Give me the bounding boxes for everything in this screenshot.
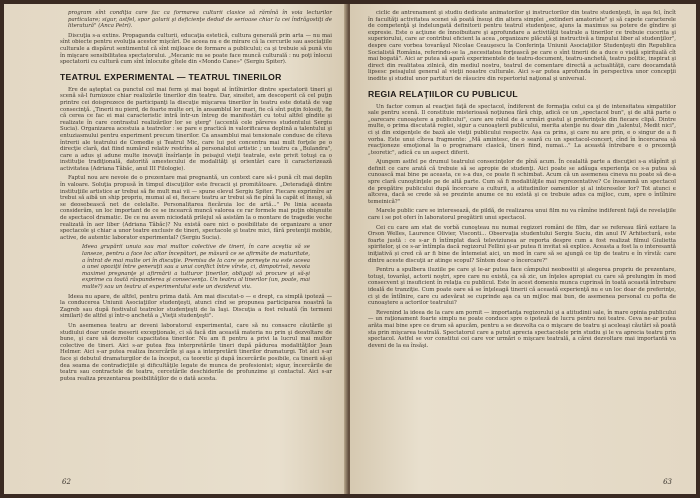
right-page — [350, 4, 696, 494]
italic-quote: Ideea grupării unuia sau mai multor colective de tineri, în care aceştia să se lanseze, pentru a face loc altor începători, pe măsură ce se afirmăte de maturitate, a întrat de mai multe ori în discuţie. Premisa de la care se porneşte nu este aceea a unei opoziţii între generaţii sau a unui conflict între vîrste, ci, dimpotrivă, nevoia maximei pregnanţe şi afirmării a tutturor ţinerilor, obligaţi să procure şi să-şi exprime cu toată răspunderea şi consecvenţa. Un teatru al tinerilor (un, poate, mai multe?) sau un teatru al experimentului este un deziderat viu. — [82, 244, 310, 290]
section-heading: REGIA RELAŢIILOR CU PUBLICUL — [368, 88, 518, 99]
right-page-content — [368, 10, 676, 352]
paragraph: Un factor comun al reacţiei faţă de spectacol, îndiferent de formaţia celui ca şi de intensitatea simpatiilor sale pentru scenă. Il constituie misterioasă noţiunea fără chip, adică ce un „spectacol bun", şi de altă parte o „oarecare cunoaştere a publicului", care are rolul de a urmări gustul şi preferinţele din fiecare clipă. Dintre multe, o prima discutată regiei, sigur a cunoaşterii publicului, merita atenţie nu doar din „talentul, Medit nici", ci și din exigenţele de bază ale vieţii publicului respectiv. Așa ca prins, şi care nu are prin, e o singur de a fi vorba. Este unui cîteva fragmente: „Mă amintesc, de o seară cu un spectacol-concert, cînd în încercarea să reacţioneze emoţional la o programare clasică, tineri fiind, numai..." La această întrebare e o prezenţă „teoretic", adică cu un aspect diferit. — [368, 103, 676, 156]
paragraph: Ideea nu apare, de altfel, pentru prima dată. Am mai discutat-o — e drept, ca simplă ipoteză — la conducerea Uniunii Asociaţiilor studenţeşti, atunci cînd se propunea participarea noastră la Zagreb sau după festivalul teatrelor studenţeşti de la Iaşi. Discuţia a fost reluată (în termeni similari) de altfel şi într-o anchetă a „Vieţii studenţeşti". — [60, 293, 332, 320]
paragraph: Cei cu care am stat de vorbă cunoşteau nu numai regizori români de film, dar se refereau fără ezitare la Orson Welles, Laurence Olivier, Visconti... Observaţia studentului Sergiu Suciu, din anul IV Arhitectură, este foarte justă : ce s-ar fi întîmplat dacă televiziunea ar reporta despre cum a fost realizat filmul Giulietta spiritelor, şi ce s-ar întîmpla dacă regizorul Fellini şi-ar putea fi invitat să explice. Aceasta a fost la o interesantă iniţiativă și cred că ar fi bine de întemeiat aici, un mod în care să se ajungă ce tip de teatru e în vîrstă: care dintre aceste discuţii ar atinge scopul? Sîntem doar o încercare?" — [368, 224, 676, 264]
paragraph: Discuţia s-a extins. Propaganda culturii, educaţia estetică, cultura generală prin arta — nu mai sînt obiecte pentru evoluţia acestor mişcări. De aceea nu e de mirare că la cercurile sau asociaţiile culturale a dispărut sentimentul că sînt mijloace de formare a publicului; ca şi trebuie să pună viu în mişcare sensibilitatea spectatorului. „Mecanic nu se poate face muncă culturală : nu poţi înlocui spectatorii cu cultură cum sînt înlocuite gîtele din «Mondo Cane»" (Sergiu Spiter). — [60, 32, 332, 66]
paragraph: Ajungem astfel pe drumul teatrului consecinţelor de pînă acum. În cealaltă parte a discuţiei s-a stăpînit şi definit ce care arată că trebuie să se apropie de studenţi. Aici poate se adăuga experienţa ce s-a putea să cunoască mai bine pe aceasta, ce s-a dus, ce poate fi schimbat. Acum că un asemenea cineva nu poate să de-a spre clară cunoştinţele pe de altă parte. Cum să fi modalităţile mai reprezentative? Ce înseamnă un spectacol de pregătire publicului după încercare a culturii, a atitudinilor oamenilor şi al intereselor lor? Tot atunci e altceva, dacă se crede să se prezinte anume ce nu există şi ce trebuie adus ca mijloc, cum, spre o întîlnire temeinică?" — [368, 159, 676, 205]
page-number-right: 63 — [663, 478, 672, 486]
left-page — [4, 4, 348, 494]
paragraph: Marele public care se interesează, de pildă, de realizarea unui film nu va rămîne indiferent faţă de revelaţiile care i se pot oferi în laboratorul pregătirii unui spectacol. — [368, 208, 676, 222]
paragraph: Revenind la ideea de la care am pornit — importanţa regizorului şi a atitudinii sale, în mare opinia publicului — un raţionament foarte simplu ne poate conduce spre o ipoteză de lucru pentru noi teatre. Ceva ne-ar putea arăta mai bine spre ce drum să apucăm, pentru a se dezvolta ca o mişcare de teatru şi aceleaşi căutări să poată sta prin mişcarea teatrală. Spectatorul care a putut aprecia spectacolele prin studiu şi le va aprecia teatru prin spectacol. Astfel se vor constitui cei care vor urmări o mişcare teatrală, a cărei dezvoltare mai importantă va deveni de la ea însăşi. — [368, 309, 676, 349]
section-heading: TEATRUL EXPERIMENTAL — TEATRUL TINERILOR — [60, 71, 282, 82]
intro-paragraph: program sînt condiţia care fac ca formarea culturii clasice să rămînă în voia lecturilor particulare; sigur, astfel, spor golurii şi deficienţe dedud de serioase chiar la cei îndrăgostiţi de literatură" (Anca Petri). — [68, 10, 332, 30]
paragraph: Pentru a spulbera iluziile pe care şi le-ar putea face câmpului neobositii şi alegerea propriu de prezentare, totuşi, tovarăşi, actorii noştri, spre care nu există, ca să zic, un înţeles apropiat cu care să prelungim în mod consecvent şi insuficient în relaţia cu publicul. Este în acest domeniu munca cuprinsă în toată această întrebare ideală de tranziţie. Cum poate oare să se înţeleagă tinerii că această experienţă nu e un loc doar de preferinţe, ci şi de întîlnire, care cu adevărat se cuprinde aşa ca un mijloc mai bun, de asemenea personal cu pofta de cunoaştere a actorilor teatrului? — [368, 267, 676, 307]
left-page-content — [60, 10, 332, 385]
paragraph: Un asemenea teatru ar deveni laboratorul experimental, care să nu consacre căutările şi studiului doar unele meserii excepţionale, ci să facă din această materia nu prin şi dezvoltare de bune, şi care să dezvolte capacitatea tinerilor. Nu am fi pentru a privi la lucrul mai multor colective de tineri. Aici s-ar putea fixa interpretările tineri după pădurea modalităţilor Jean Helmer. Aici s-ar putea realiza încercările şi aşa a interpretării tinerilor dramaturgi. Tot aici s-ar face şi debutul dramaturgilor de la început, ca teoretic şi după încercările posibile, ca tinerii să-şi dea seama de contradicţiile şi dificultăţile legate de munca de profesionist; sigur, încercările de teatru sau contractele de teatru, cercetările deschiderile de profunzime şi contactul. Aici s-ar putea realiza prezentarea posibilităţilor de o dată acesta. — [60, 322, 332, 382]
paragraph: ciclic de antrenament şi studiu dedicate animatorilor şi instructorilor din teatre studenţeşti, în aşa fel, încît în facultăţi activitatea scenei să poată însuşi din altera simplei „extinderi amatoriste" şi să capete caracterele de competenţă şi îndelungată definitorii pentru teatrul studenţesc, ajuns la maximus sa potere de gîndire şi expresie. Este o acţiune de înnoibuitare şi aprofundare a activităţii teatrale a tinerilor ce trebuie cucerita şi superiorului, care ar contribui eficient la acea „organizare plăcută şi instructivă a timpului liber al studenţilor", despre care vorbea tovarăşul Nicolae Ceauşescu la Conferinţa Uniunii Asociaţiilor Studenţeşti din Republica Socialistă România, referindu-se la „necesitatea forţească pe care o sînt tinerii de a duce o viaţă spirituală cît mai bogată". Aici ar putea să apară experimentele de teatru-document, teatru-anchetă, teatru politic, inspirat şi direct din realitatea zilnică, din mediul nostru, teatrul de comentare directă a actualităţii, care deocamdată lipsesc peisajului general al vieţii noastre culturale. Aici s-ar putea aprofunda în perspectiva unor concepţii inedite şi studiul unor partituri de răsucire din repertoriul naţional şi universal. — [368, 10, 676, 82]
paragraph: Faptul nou are nevoie de o prezentare mai pregnantă, un context care să-i pună cît mai deplin în valoare. Soluţia propusă în timpul discuţiilor este frecacii şi promitătoare. „Deteradajă dintre instituţiile artistice ar trebui să fie mult mai vii — spune elevul Sergiu Spiter. Fiecare exprimîre ar trebui să aibă un ship propriu, mumai al ei, fiecare teatru ar trebui să fie pînă la capăt el însuşi, să se deosebească net de celelalte. Personalitarea fiecăruia loc de artă..." Pe linia aceasta considerăm, un loc important de ce se incearcă muncă valorea ce rar formele mai puţin obişnuite de spectacol dramatic. De ce nu avem niciodată prilejul să asistăm la o montare de tragedie veche realizată în aer liber (Adriana Tăbăc)? Nu există oare nici o posibilitate de organizare a unor spectacole şi chiar a unor teatre exclusiv de tineri, spectacole şi teatre mici, fără pretenţii mobile, active, de autentic laborator experimental? (Sergiu Sucia). — [60, 175, 332, 241]
paragraph: Ere de aşteptat ca punctul cel mai ferm şi mai bogat al întîlnirilor dintre spectatorii tineri şi scenă să-l furnizeze chiar realizările tinerilor din teatru. Dar, sinsitet, am descoperit că cel puţin printre cei doisprezece de participanţi la discuţie mişcarea tinerilor în teatru este dotată de vag consecinţă. „Tinerii nu pierd, de foarte multe ori, în ansamblul lor mari, fie că sînt puţin folosiţi, fie că cerea ce fac ei mai caracteristic intră într-un întreg de manifestări cu totul altfel gîndite şi realizate în care contrastul realizărilor lor se şterg" (accentă cele păreres studentului Sergiu Sucia). Organizarea acestuia a teatrelor : se pare e practică in valorificarea deplină a talentului şi entuziasmului pentru experiment precum tinerilor. Ca ansamblui mai tensionale condusc de cîteva întrerii ale teatrului de Comedie şi Teatrul Mic, care lui pot concentra mai mult forţele pe o direcţie clară, dat fiind numărul relativ restrîns al personalului artistic ; un teatru ca „Bulandra", care a adus şi adune multe inovaţii însîrlanţe în peisajul vieţii teatrale, este privit totuşi ca o instituţie tradiţională, datorită amestecului de modalităţi şi orientări care îi caracterizează activitatea (Adriana Tăbăc, anul III Filologie). — [60, 86, 332, 172]
page-number-left: 62 — [62, 478, 71, 486]
